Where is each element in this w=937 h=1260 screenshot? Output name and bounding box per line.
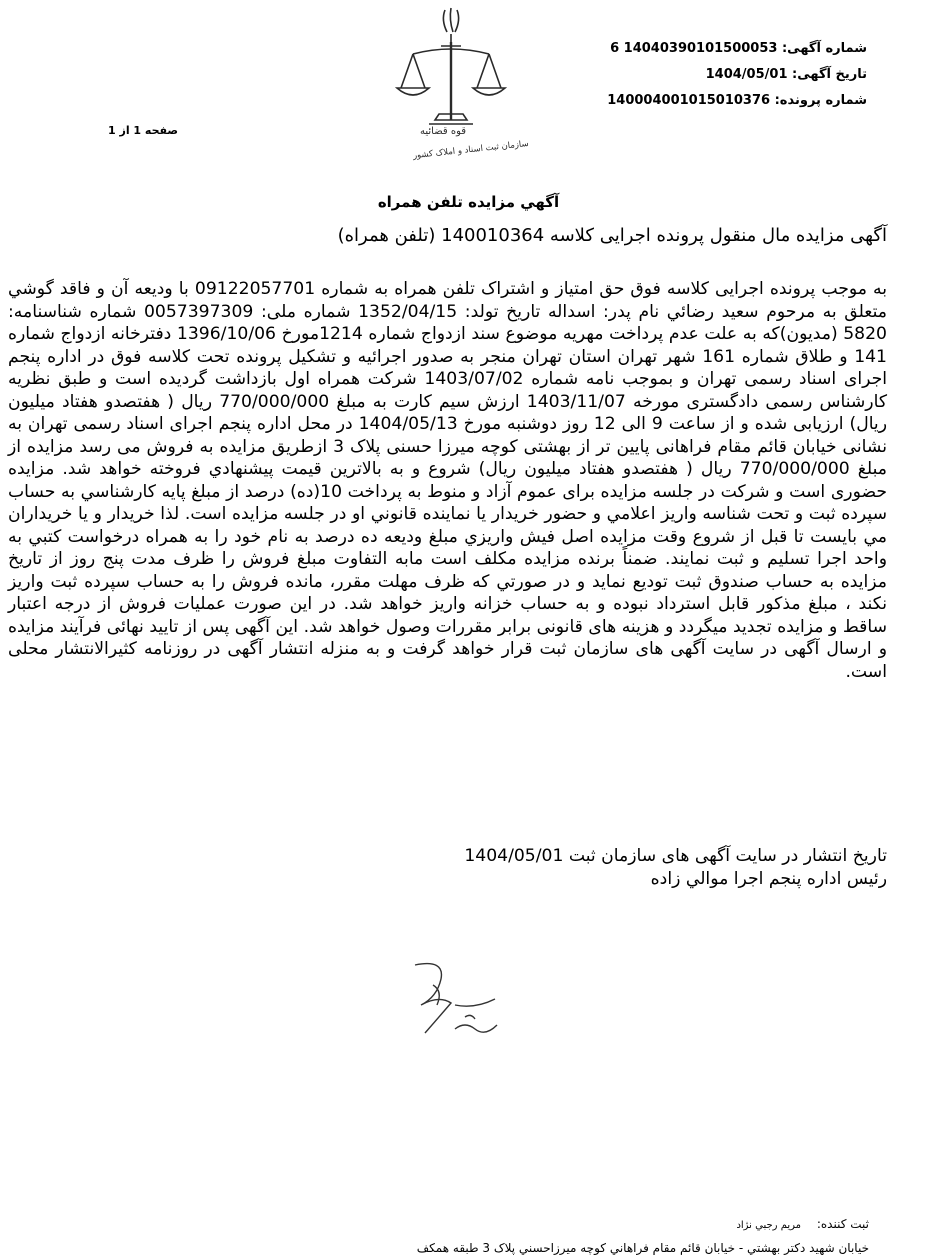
signer-line: رئيس اداره پنجم اجرا موالي زاده <box>650 868 887 889</box>
notice-tail <box>464 845 887 890</box>
header-meta <box>527 36 867 114</box>
page-subtitle: آگهی مزایده مال منقول پرونده اجرایی کلاسه 140010364 (تلفن همراه) <box>337 225 887 246</box>
emblem-line-2: سازمان ثبت اسناد و املاک کشور <box>412 138 530 162</box>
ad-number-row <box>527 36 867 62</box>
case-number: 140004001015010376 <box>607 93 771 108</box>
ad-date: 1404/05/01 <box>705 67 788 82</box>
notice-body <box>8 278 887 683</box>
handwritten-signature <box>395 955 515 1050</box>
office-address: خيابان شهيد دکتر بهشتي - خيابان قائم مقام فراهاني کوچه ميرزاحسني پلاک 3 طبقه همکف <box>416 1241 869 1255</box>
ad-number: 14040390101500053 6 <box>610 41 778 56</box>
ad-number-label: شماره آگهی: <box>781 41 867 56</box>
case-number-row <box>527 88 867 114</box>
registrar-row <box>417 1213 869 1237</box>
page-number: صفحه 1 از 1 <box>108 124 179 137</box>
page-title: آگهي مزايده تلفن همراه <box>377 193 560 211</box>
judiciary-emblem-icon <box>385 2 550 162</box>
registrar-label: ثبت کننده: <box>816 1217 869 1231</box>
page-footer <box>417 1213 869 1259</box>
emblem-line-1: قوه قضائیه <box>419 126 467 137</box>
notice-paragraph: به موجب پرونده اجرايی کلاسه فوق حق امتیاز و اشتراک تلفن همراه به شماره 09122057701 با وديعه آن و فاقد گوشي متعلق به مرحوم سعيد رضائي نام پدر: اسداله تاريخ تولد: 1352/04/15 شماره ملی: 0057397309 شماره شناسنامه: 5820 (مدیون)که به علت عدم پرداخت مهريه موضوع سند ازدواج شماره 1214مورخ 1396/10/06 دفترخانه ازدواج شماره 141 و طلاق شماره 161 شهر تهران استان تهران منجر به صدور اجرائيه و تشکيل پرونده تحت کلاسه فوق در اداره پنجم اجرای اسناد رسمی تهران و بموجب نامه شماره 1403/07/02 شرکت همراه اول بازداشت گرديده است و طبق نظريه کارشناس رسمی دادگستری مورخه 1403/11/07 ارزش سيم کارت به مبلغ 770/000/000 ريال ( هفتصدو هفتاد ميليون ريال) ارزيابی شده و از ساعت 9 الی 12 روز دوشنبه مورخ 1404/05/13 در محل اداره پنجم اجرای اسناد رسمی تهران به نشانی خيابان قائم مقام فراهانی پايين تر از بهشتی کوچه ميرزا حسنی پلاک 3 ازطريق مزايده به فروش می رسد مزايده از مبلغ 770/000/000 ريال ( هفتصدو هفتاد ميليون ريال) شروع و به بالاترين قيمت پيشنهادي فروخته خواهد شد. مزايده حضوری است و شرکت در جلسه مزايده برای عموم آزاد و منوط به پرداخت 10(ده) درصد از مبلغ پايه کارشناسي به حساب سپرده ثبت و تحت شناسه واريز اعلامي و حضور خريدار يا نماينده قانوني او در جلسه مزايده است. لذا خريدار و يا خريداران مي بايست تا قبل از شروع وقت مزايده اصل فيش واريزي مبلغ وديعه ده درصد به نام خود را به همراه درخواست کتبي به واحد اجرا تسليم و ثبت نمايند. ضمناً برنده مزايده مکلف است مابه التفاوت مبلغ فروش را ظرف مدت پنج روز از تاريخ مزايده به حساب صندوق ثبت توديع نمايد و در صورتي که ظرف مهلت مقرر، مانده فروش را به حساب سپرده ثبت واريز نکند ، مبلغ مذکور قابل استرداد نبوده و به حساب خزانه واريز خواهد شد. در اين صورت عمليات فروش از درجه اعتبار ساقط و مزايده تجديد ميگردد و هزينه های قانونی برابر مقررات وصول خواهد شد. اين آگهی پس از تاييد نهائی فرآيند مزايده و ارسال آگهی در سايت آگهی های سازمان ثبت قرار خواهد گرفت و به منزله انتشار آگهی در روزنامه کثيرالانتشار محلی است. <box>8 279 888 682</box>
ad-date-row <box>527 62 867 88</box>
registrar-name: مريم رجبي نژاد <box>736 1220 802 1231</box>
publish-date-line: تاریخ انتشار در سایت آگهی های سازمان ثبت 1404/05/01 <box>464 846 887 866</box>
ad-date-label: تاریخ آگهی: <box>792 67 867 82</box>
case-number-label: شماره پرونده: <box>774 93 867 108</box>
